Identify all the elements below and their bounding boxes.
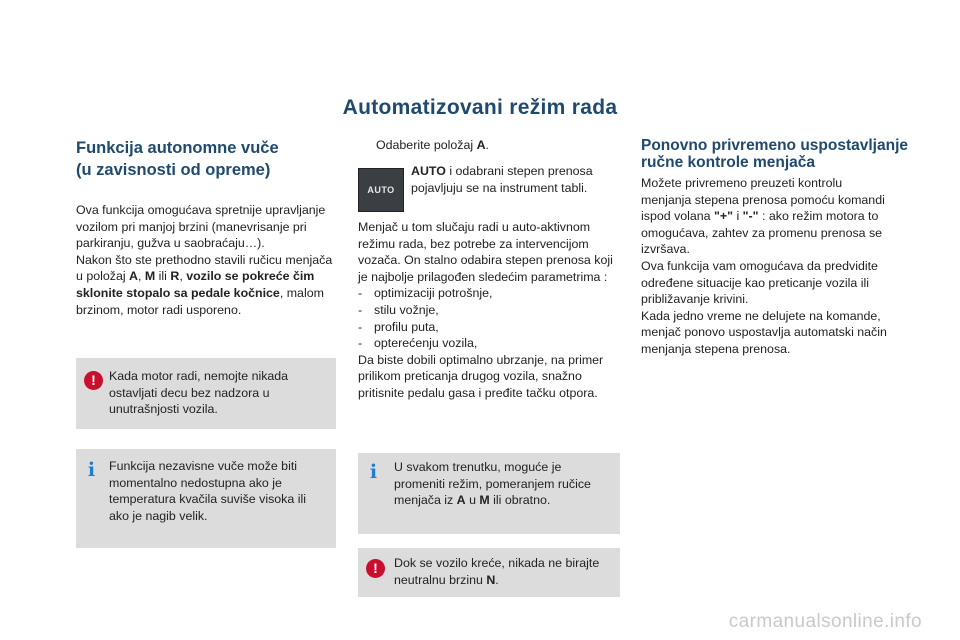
section-title-autonomous-drive: [76, 137, 346, 181]
text-line: ostavljati decu bez nadzora u: [109, 385, 270, 400]
warning-box-children: [76, 358, 336, 429]
text-line: parkiranju, gužva u saobraćaju…).: [76, 236, 265, 251]
section-title-line: Funkcija autonomne vuče: [76, 139, 279, 157]
text-line: ispod volana "+" i "-" : ako režim motora to: [641, 209, 879, 224]
list-item: - optimizaciji potrošnje,: [358, 285, 628, 302]
text-line: unutrašnjosti vozila.: [109, 402, 218, 417]
info-icon: i: [87, 459, 96, 481]
warning-icon: !: [366, 559, 385, 578]
text-line: temperatura kvačila suviše visoka ili: [109, 492, 306, 507]
watermark: carmanualsonline.info: [728, 611, 922, 632]
text-line: vozilom pri manjoj brzini (manevrisanje pri: [76, 219, 307, 234]
text-line: U svakom trenutku, moguće je: [394, 460, 562, 474]
text-line: menjanja stepena prenosa.: [641, 341, 791, 356]
list-item: - stilu vožnje,: [358, 302, 628, 319]
text-line: AUTO i odabrani stepen prenosa: [411, 164, 593, 178]
autonomous-drive-description: [76, 202, 346, 318]
text-line: brzinom, motor radi usporeno.: [76, 302, 242, 317]
text-line: Da biste dobili optimalno ubrzanje, na primer: [358, 352, 604, 367]
page-title: Automatizovani režim rada: [342, 96, 618, 119]
text-line: Ova funkcija vam omogućava da predvidite: [641, 258, 878, 273]
warning-text: [109, 368, 331, 418]
text-line: Možete privremeno preuzeti kontrolu: [641, 176, 843, 190]
step-select-a: Odaberite položaj A.: [376, 138, 489, 152]
info-text: [109, 458, 331, 524]
parameter-list: [358, 285, 628, 351]
auto-badge-text: AUTO: [367, 185, 395, 195]
manual-override-description: [641, 175, 921, 358]
text-line: Ova funkcija omogućava spretnije upravljanje: [76, 203, 326, 217]
text-line: menjanja stepena prenosa pomoću komandi: [641, 192, 885, 207]
text-line: prilikom preticanja drugog vozila, snažno: [358, 369, 582, 384]
warning-text: [394, 555, 614, 588]
auto-display-image: [358, 168, 404, 212]
auto-mode-description: [358, 219, 628, 402]
auto-caption: [411, 163, 621, 196]
text-line: Nakon što ste prethodno stavili ručicu menjača: [76, 252, 333, 267]
text-line: menjača iz A u M ili obratno.: [394, 493, 551, 508]
text-line: pritisnite pedalu gasa i pređite tačku otpora.: [358, 385, 598, 400]
text-line: Funkcija nezavisne vuče može biti: [109, 459, 298, 473]
text-line: Menjač u tom slučaju radi u auto-aktivnom: [358, 220, 591, 234]
text-line: Dok se vozilo kreće, nikada ne birajte: [394, 556, 600, 570]
info-box-mode-change: [358, 453, 620, 534]
text-line: menjač ponovo uspostavlja automatski način: [641, 325, 887, 340]
info-icon: i: [369, 461, 378, 483]
text-line: je najbolje prilagođen sledećim parametrima :: [358, 269, 608, 284]
text-line: približavanje krivini.: [641, 292, 749, 307]
section-title-manual-override: [641, 137, 921, 171]
text-line: u položaj A, M ili R, vozilo se pokreće čim: [76, 269, 315, 284]
text-line: Kada motor radi, nemojte nikada: [109, 369, 289, 383]
warning-box-neutral: [358, 548, 620, 597]
info-box-clutch: [76, 449, 336, 548]
list-item: - opterećenju vozila,: [358, 335, 628, 352]
text-line: pojavljuju se na instrument tabli.: [411, 180, 588, 195]
text-line: vozača. On stalno odabira stepen prenosa koji: [358, 253, 613, 268]
text-line: sklonite stopalo sa pedale kočnice, malom: [76, 285, 324, 300]
text-line: određene situacije kao preticanje vozila ili: [641, 275, 869, 290]
section-title-line: Ponovno privremeno uspostavljanje: [641, 137, 909, 154]
text-line: Kada jedno vreme ne delujete na komande,: [641, 308, 881, 323]
text-line: promeniti režim, pomeranjem ručice: [394, 476, 591, 491]
section-title-line: (u zavisnosti od opreme): [76, 161, 271, 179]
list-item: - profilu puta,: [358, 319, 628, 336]
text-line: ako je nagib velik.: [109, 508, 208, 523]
text-line: omogućava, zahtev za promenu prenosa se: [641, 225, 883, 240]
text-line: režimu rada, bez potrebe za intervencijom: [358, 236, 589, 251]
text-line: neutralnu brzinu N.: [394, 572, 499, 587]
section-title-line: ručne kontrole menjača: [641, 154, 816, 171]
warning-icon: !: [84, 371, 103, 390]
text-line: izvršava.: [641, 242, 690, 257]
text-line: momentalno nedostupna ako je: [109, 475, 282, 490]
info-text: [394, 459, 614, 509]
